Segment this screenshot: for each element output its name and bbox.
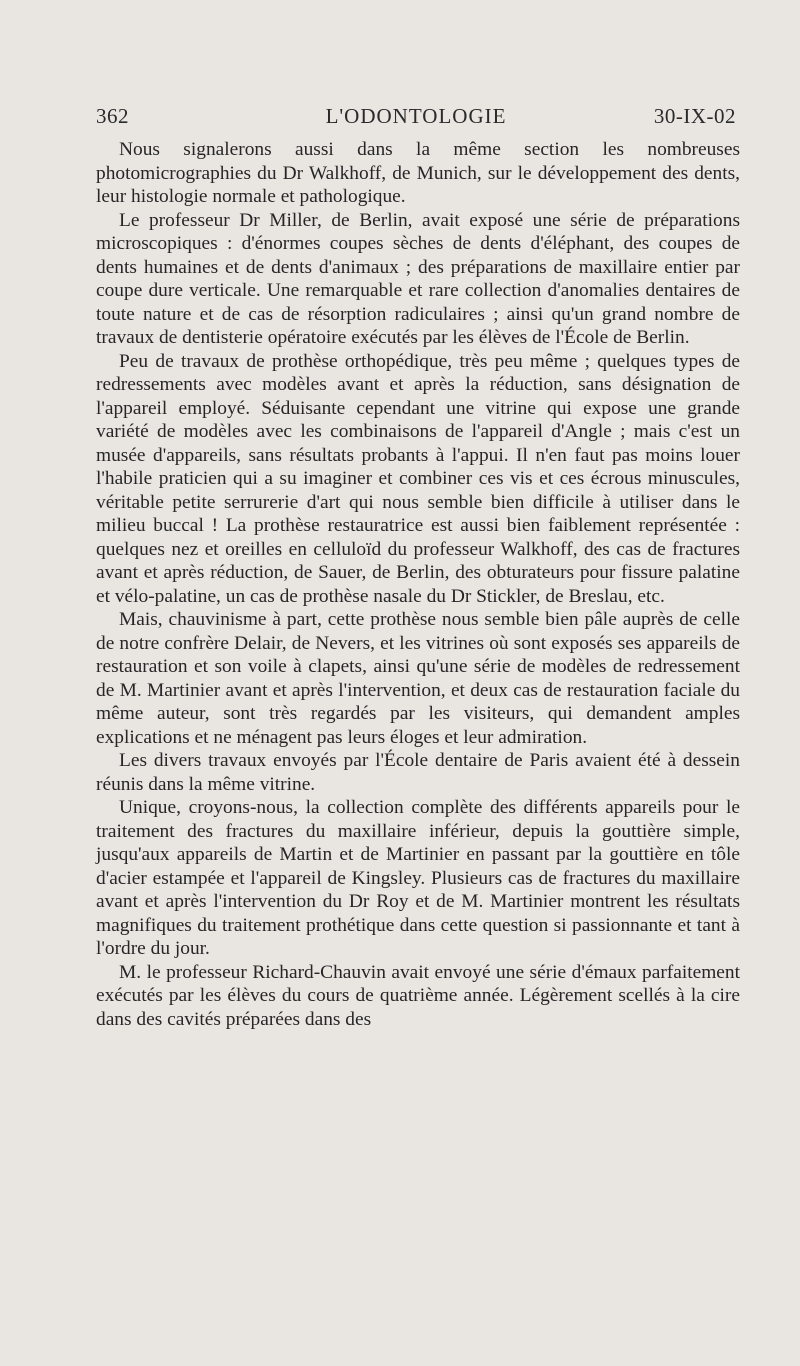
- paragraph: Unique, croyons-nous, la collection complète des différents appareils pour le traitement des fractures du maxillaire inférieur, depuis la gouttière simple, jusqu'aux appareils de Martin et de Martinier en passant par la gouttière en tôle d'acier estampée et l'appareil de Kingsley. Plusieurs cas de fractures du maxillaire avant et après l'intervention du Dr Roy et de M. Martinier montrent les résultats magnifiques du traitement prothétique dans cette question si passionnante et tant à l'ordre du jour.: [96, 797, 740, 959]
- paragraph: Mais, chauvinisme à part, cette prothèse nous semble bien pâle auprès de celle de notre confrère Delair, de Nevers, et les vitrines où sont exposés ses appareils de restauration et son voile à clapets, ainsi qu'une série de modèles de redressement de M. Martinier avant et après l'intervention, et deux cas de restauration faciale du même auteur, sont très regardés par les visiteurs, qui demandent amples explications et ne ménagent pas leurs éloges et leur admiration.: [96, 609, 740, 748]
- paragraph: Nous signalerons aussi dans la même section les nombreuses photomicrographies du Dr Walkhoff, de Munich, sur le développement des dents, leur histologie normale et pathologique.: [96, 139, 740, 207]
- paragraph: M. le professeur Richard-Chauvin avait envoyé une série d'émaux parfaitement exécutés par les élèves du cours de quatrième année. Légèrement scellés à la cire dans des cavités préparées dans des: [96, 961, 740, 1030]
- running-header: [96, 104, 736, 128]
- journal-title: L'ODONTOLOGIE: [325, 104, 507, 128]
- paragraph: Le professeur Dr Miller, de Berlin, avait exposé une série de préparations microscopiques : d'énormes coupes sèches de dents d'éléphant, des coupes de dents humaines et de dents d'animaux ; des préparations de maxillaire entier par coupe dure verticale. Une remarquable et rare collection d'anomalies dentaires de toute nature et de cas de résorption radiculaires ; ainsi qu'un grand nombre de travaux de dentisterie opératoire exécutés par les élèves de l'École de Berlin.: [96, 209, 740, 348]
- page-body: [96, 138, 740, 1031]
- issue-date: 30-IX-02: [653, 104, 736, 128]
- paragraph: Les divers travaux envoyés par l'École dentaire de Paris avaient été à dessein réunis dans la même vitrine.: [96, 750, 740, 795]
- page-number: 362: [96, 104, 129, 128]
- paragraph: Peu de travaux de prothèse orthopédique, très peu même ; quelques types de redressements avec modèles avant et après la réduction, sans désignation de l'appareil employé. Séduisante cependant une vitrine qui expose une grande variété de modèles avec les combinaisons de l'appareil d'Angle ; mais c'est un musée d'appareils, sans résultats probants à l'appui. Il n'en faut pas moins louer l'habile praticien qui a su imaginer et combiner ces vis et ces écrous minuscules, véritable petite serrurerie d'art qui nous semble bien difficile à utiliser dans le milieu buccal ! La prothèse restauratrice est aussi bien faiblement représentée : quelques nez et oreilles en celluloïd du professeur Walkhoff, des cas de fractures avant et après réduction, de Sauer, de Berlin, des obturateurs pour fissure palatine et vélo-palatine, un cas de prothèse nasale du Dr Stickler, de Breslau, etc.: [96, 350, 740, 607]
